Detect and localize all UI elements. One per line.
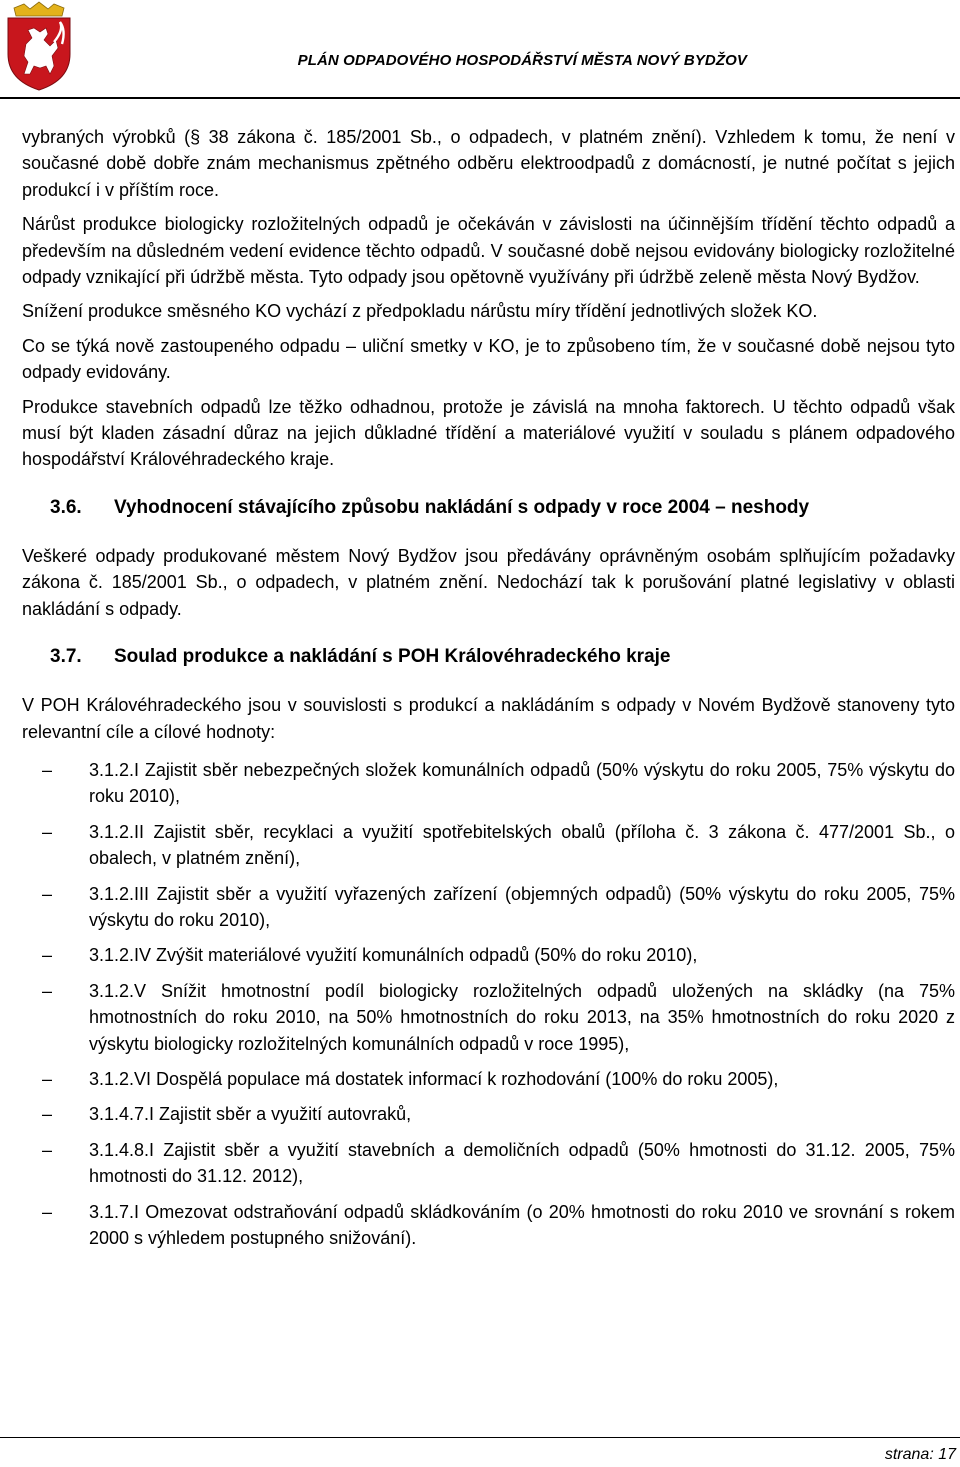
coat-of-arms-icon xyxy=(2,0,76,92)
dash-bullet-icon: – xyxy=(42,759,53,780)
list-item: – 3.1.2.III Zajistit sběr a využití vyřazených zařízení (objemných odpadů) (50% výskytu do roku 2005, 75% výskytu do roku 2010), xyxy=(22,881,955,934)
dash-bullet-icon: – xyxy=(42,1201,53,1222)
dash-bullet-icon: – xyxy=(42,1068,53,1089)
paragraph: Nárůst produkce biologicky rozložitelných odpadů je očekáván v závislosti na účinnějším třídění těchto odpadů a především na důsledném vedení evidence těchto odpadů. V současné době nejsou evidovány biologicky rozložitelné odpady vznikající při údržbě města. Tyto odpady jsou opětovně využívány při údržbě zeleně města Nový Bydžov. xyxy=(22,214,955,288)
header-divider xyxy=(0,97,960,99)
dash-bullet-icon: – xyxy=(42,1104,53,1125)
list-item: – 3.1.2.II Zajistit sběr, recyklaci a využití spotřebitelských obalů (příloha č. 3 zákona č. 477/2001 Sb., o obalech, v platném znění), xyxy=(22,819,955,872)
document-title: PLÁN ODPADOVÉHO HOSPODÁŘSTVÍ MĚSTA NOVÝ BYDŽOV xyxy=(297,52,747,69)
section-heading-3-7 xyxy=(22,644,955,670)
section-title: Soulad produkce a nakládání s POH Královéhradeckého kraje xyxy=(114,646,671,668)
section-heading-3-6 xyxy=(22,495,955,521)
list-item: – 3.1.4.8.I Zajistit sběr a využití stavebních a demoličních odpadů (50% hmotnosti do 31.12. 2005, 75% hmotnosti do 31.12. 2012), xyxy=(22,1137,955,1190)
dash-bullet-icon: – xyxy=(42,945,53,966)
list-item: – 3.1.7.I Omezovat odstraňování odpadů skládkováním (o 20% hmotnosti do roku 2010 ve srovnání s rokem 2000 s výhledem postupného snižování). xyxy=(22,1199,955,1252)
section-number: 3.7. xyxy=(50,646,82,668)
section-title: Vyhodnocení stávajícího způsobu nakládání s odpady v roce 2004 – neshody xyxy=(114,496,810,518)
list-item: – 3.1.2.V Snížit hmotnostní podíl biologicky rozložitelných odpadů uložených na skládky (na 75% hmotnostních do roku 2010, na 50% hmotnostních do roku 2013, na 35% hmotnostních do roku 2020 z výskytu biologicky rozložitelných komunálních odpadů v roce 1995), xyxy=(22,978,955,1057)
footer-divider xyxy=(0,1437,960,1438)
page-number: strana: 17 xyxy=(884,1446,956,1463)
paragraph: Co se týká nově zastoupeného odpadu – uliční smetky v KO, je to způsobeno tím, že v současné době nejsou tyto odpady evidovány. xyxy=(22,335,955,383)
dash-bullet-icon: – xyxy=(42,821,53,842)
paragraph: Produkce stavebních odpadů lze těžko odhadnou, protože je závislá na mnoha faktorech. U těchto odpadů však musí být kladen zásadní důraz na jejich důkladné třídění a materiálové využití v souladu s plánem odpadového hospodářství Královéhradeckého kraje. xyxy=(22,396,955,470)
dash-bullet-icon: – xyxy=(42,980,53,1001)
dash-bullet-icon: – xyxy=(42,1139,53,1160)
list-item: – 3.1.2.IV Zvýšit materiálové využití komunálních odpadů (50% do roku 2010), xyxy=(22,942,955,968)
list-item: – 3.1.2.I Zajistit sběr nebezpečných složek komunálních odpadů (50% výskytu do roku 2005, 75% výskytu do roku 2010), xyxy=(22,757,955,810)
goals-list xyxy=(22,757,955,1252)
paragraph: vybraných výrobků (§ 38 zákona č. 185/2001 Sb., o odpadech, v platném znění). Vzhledem k tomu, že není v současné době dobře znám mechanismus zpětného odběru elektroodpadů z domácností, je nutné počítat s jejich produkcí i v příštím roce. xyxy=(22,127,955,200)
document-body xyxy=(22,124,955,1260)
paragraph: V POH Královéhradeckého jsou v souvislosti s produkcí a nakládáním s odpady v Novém Bydžově stanoveny tyto relevantní cíle a cílové hodnoty: xyxy=(22,695,955,742)
list-item: – 3.1.2.VI Dospělá populace má dostatek informací k rozhodování (100% do roku 2005), xyxy=(22,1066,955,1092)
paragraph: Snížení produkce směsného KO vychází z předpokladu nárůstu míry třídění jednotlivých složek KO. xyxy=(22,301,818,322)
paragraph: Veškeré odpady produkované městem Nový Bydžov jsou předávány oprávněným osobám splňujícím požadavky zákona č. 185/2001 Sb., o odpadech, v platném znění. Nedochází tak k porušování platné legislativy v oblasti nakládání s odpady. xyxy=(22,545,955,619)
dash-bullet-icon: – xyxy=(42,883,53,904)
list-item: – 3.1.4.7.I Zajistit sběr a využití autovraků, xyxy=(22,1101,955,1127)
section-number: 3.6. xyxy=(50,496,82,518)
